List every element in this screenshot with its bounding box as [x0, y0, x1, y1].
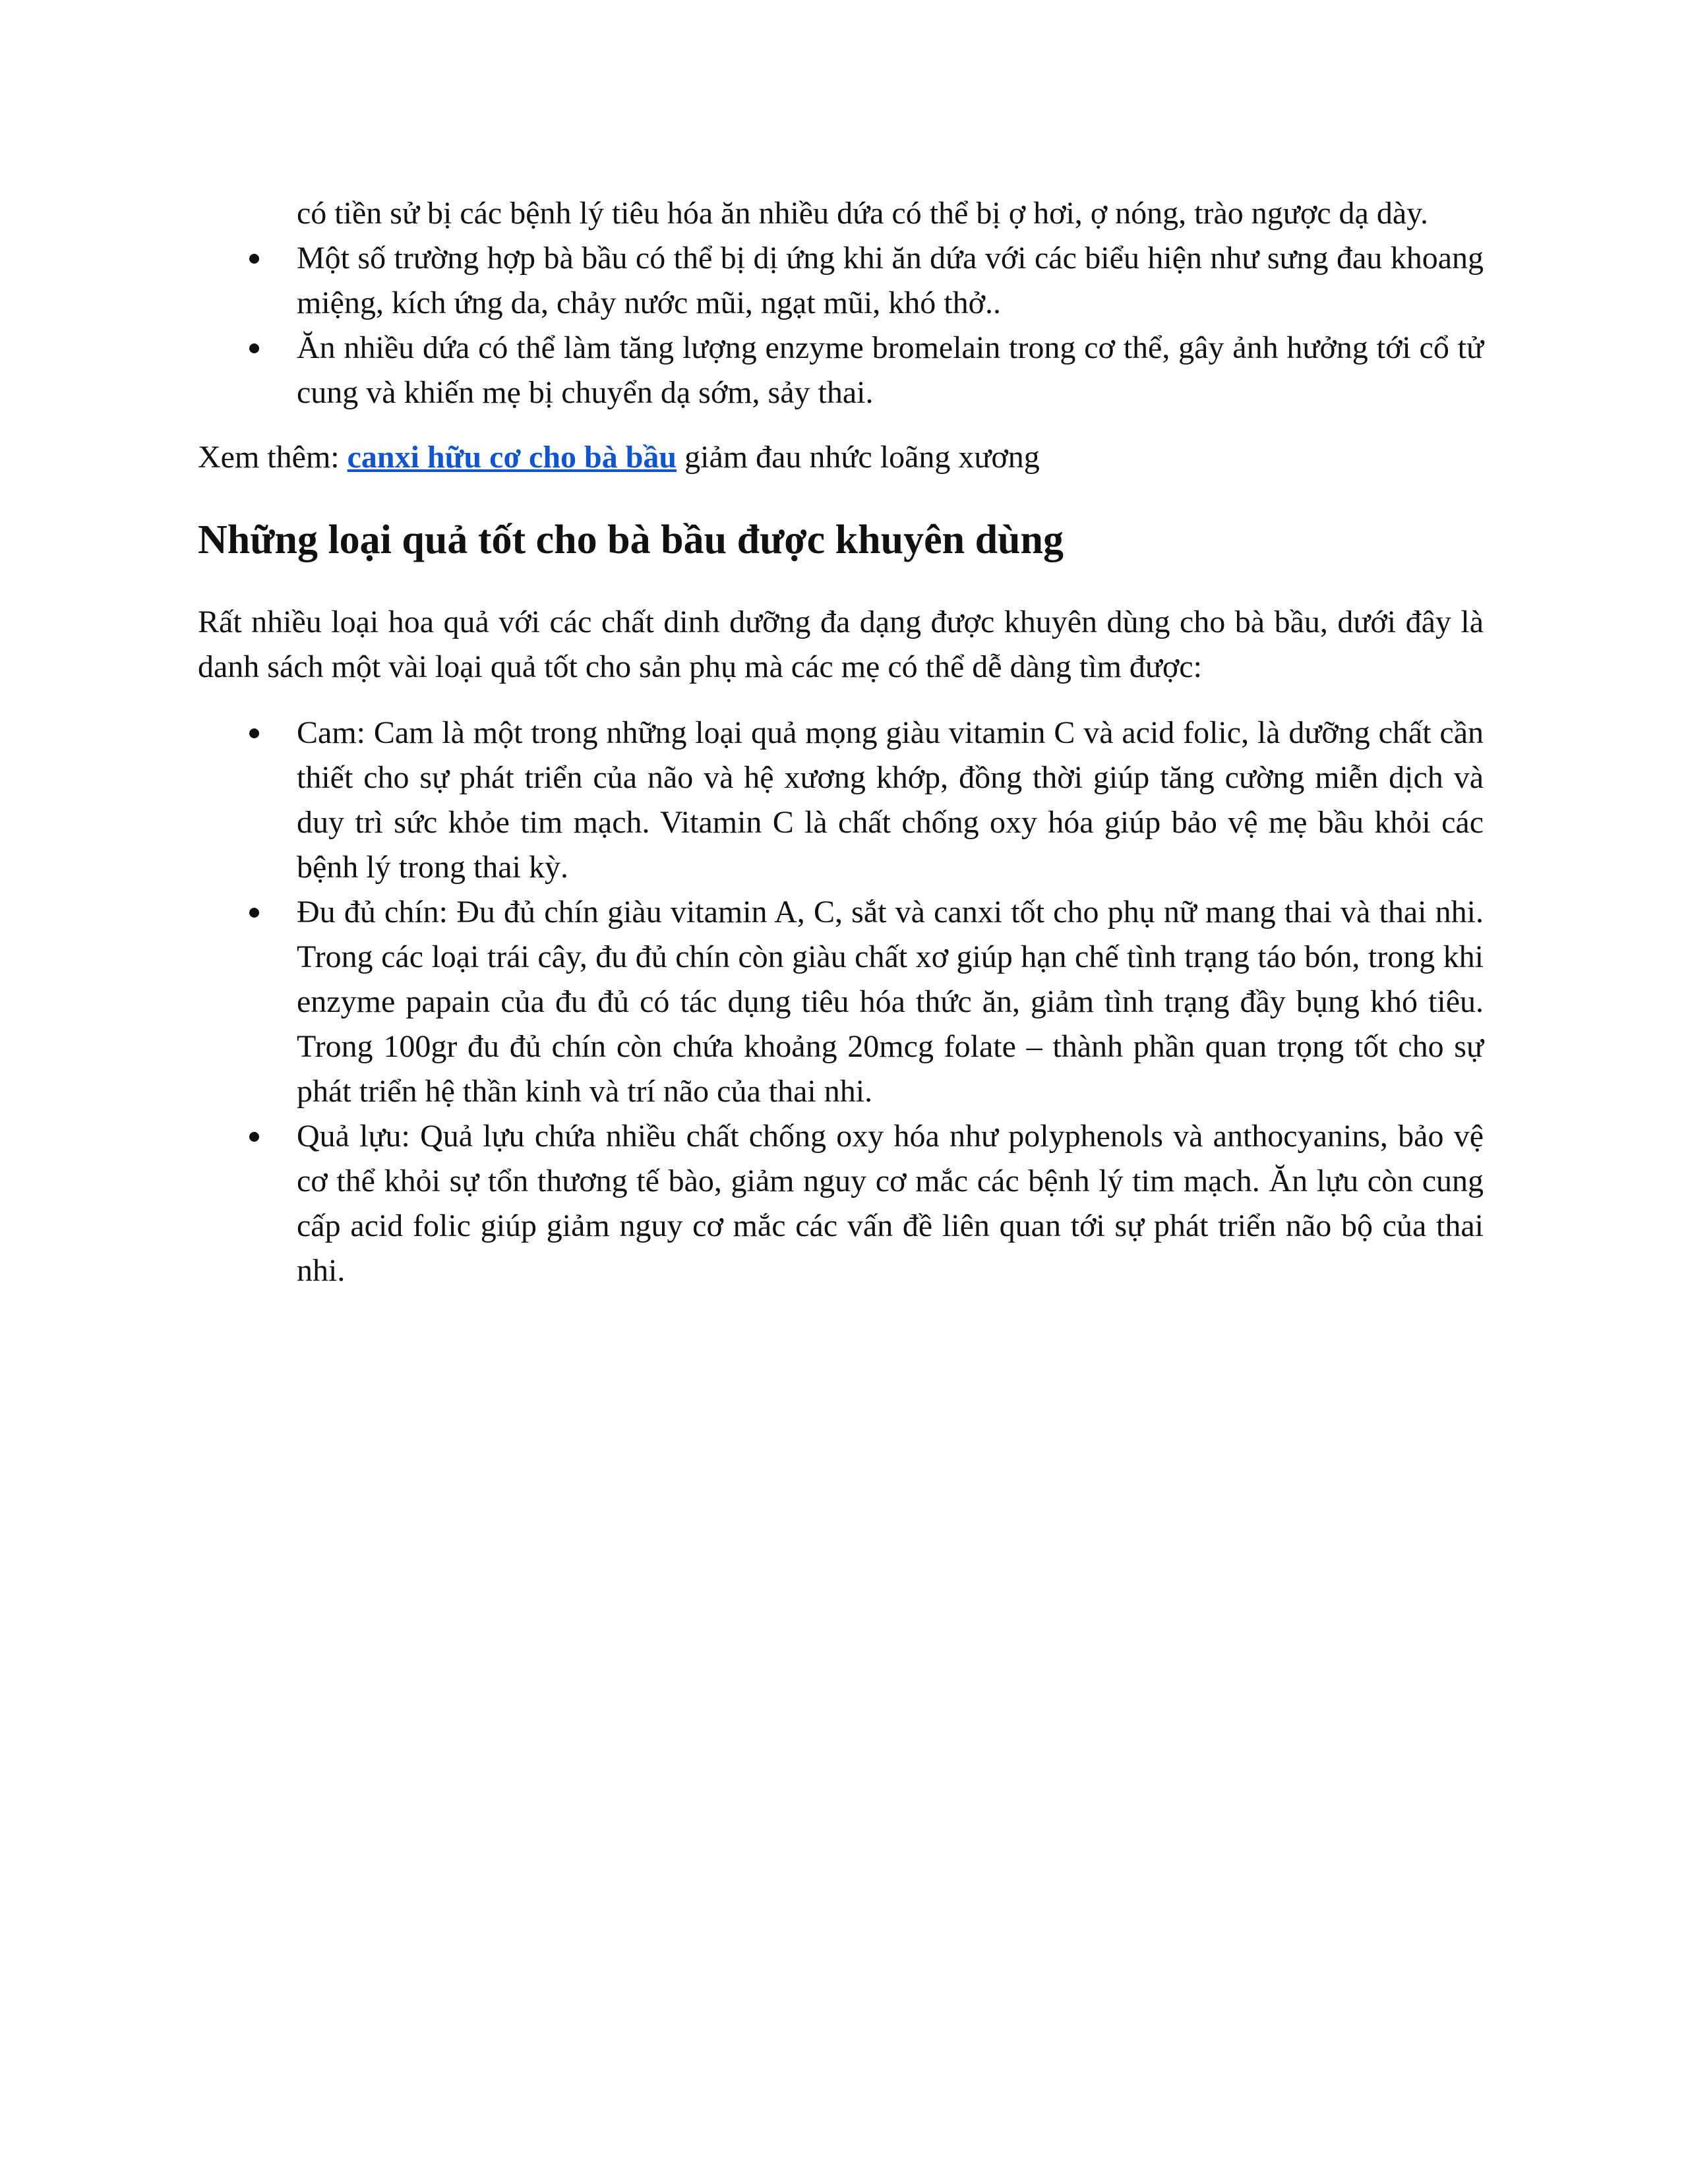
- section-heading: Những loại quả tốt cho bà bầu được khuyên dùng: [198, 517, 1064, 562]
- list-item-text: Cam: Cam là một trong những loại quả mọng giàu vitamin C và acid folic, là dưỡng chất cần thiết cho sự phát triển của não và hệ xương khớp, đồng thời giúp tăng cường miễn dịch và duy trì sức khỏe tim mạch. Vitamin C là chất chống oxy hóa giúp bảo vệ mẹ bầu khỏi các bệnh lý trong thai kỳ.: [297, 715, 1484, 885]
- bullet-icon: [249, 343, 259, 353]
- fruit-list: [198, 711, 1484, 1293]
- bullet-icon: [249, 908, 259, 918]
- list-item: [198, 236, 1484, 326]
- list-item-continuation: có tiền sử bị các bệnh lý tiêu hóa ăn nhiều dứa có thể bị ợ hơi, ợ nóng, trào ngược dạ dày.: [297, 196, 1428, 231]
- bullet-icon: [249, 728, 259, 738]
- list-item-text: Một số trường hợp bà bầu có thể bị dị ứng khi ăn dứa với các biểu hiện như sưng đau khoang miệng, kích ứng da, chảy nước mũi, ngạt mũi, khó thở..: [297, 241, 1484, 320]
- see-also-prefix: Xem thêm:: [198, 440, 347, 475]
- intro-paragraph: Rất nhiều loại hoa quả với các chất dinh dưỡng đa dạng được khuyên dùng cho bà bầu, dưới đây là danh sách một vài loại quả tốt cho sản phụ mà các mẹ có thể dễ dàng tìm được:: [198, 605, 1484, 684]
- document-page: [198, 191, 1484, 1293]
- list-item-text: Đu đủ chín: Đu đủ chín giàu vitamin A, C, sắt và canxi tốt cho phụ nữ mang thai và thai nhi. Trong các loại trái cây, đu đủ chín còn giàu chất xơ giúp hạn chế tình trạng táo bón, trong khi enzyme papain của đu đủ có tác dụng tiêu hóa thức ăn, giảm tình trạng đầy bụng khó tiêu. Trong 100gr đu đủ chín còn chứa khoảng 20mcg folate – thành phần quan trọng tốt cho sự phát triển hệ thần kinh và trí não của thai nhi.: [297, 895, 1484, 1109]
- side-effects-list: [198, 236, 1484, 415]
- see-also-paragraph: [198, 435, 1484, 480]
- list-item-text: Quả lựu: Quả lựu chứa nhiều chất chống oxy hóa như polyphenols và anthocyanins, bảo vệ cơ thể khỏi sự tổn thương tế bào, giảm nguy cơ mắc các bệnh lý tim mạch. Ăn lựu còn cung cấp acid folic giúp giảm nguy cơ mắc các vấn đề liên quan tới sự phát triển não bộ của thai nhi.: [297, 1119, 1484, 1288]
- see-also-link[interactable]: canxi hữu cơ cho bà bầu: [347, 440, 677, 475]
- bullet-icon: [249, 254, 259, 264]
- see-also-suffix: giảm đau nhức loãng xương: [677, 440, 1040, 475]
- list-item-text: Ăn nhiều dứa có thể làm tăng lượng enzyme bromelain trong cơ thể, gây ảnh hưởng tới cổ tử cung và khiến mẹ bị chuyển dạ sớm, sảy thai.: [297, 330, 1484, 410]
- list-item: [198, 1114, 1484, 1293]
- bullet-icon: [249, 1132, 259, 1142]
- list-item: [198, 711, 1484, 890]
- list-item: [198, 890, 1484, 1114]
- list-item: [198, 326, 1484, 415]
